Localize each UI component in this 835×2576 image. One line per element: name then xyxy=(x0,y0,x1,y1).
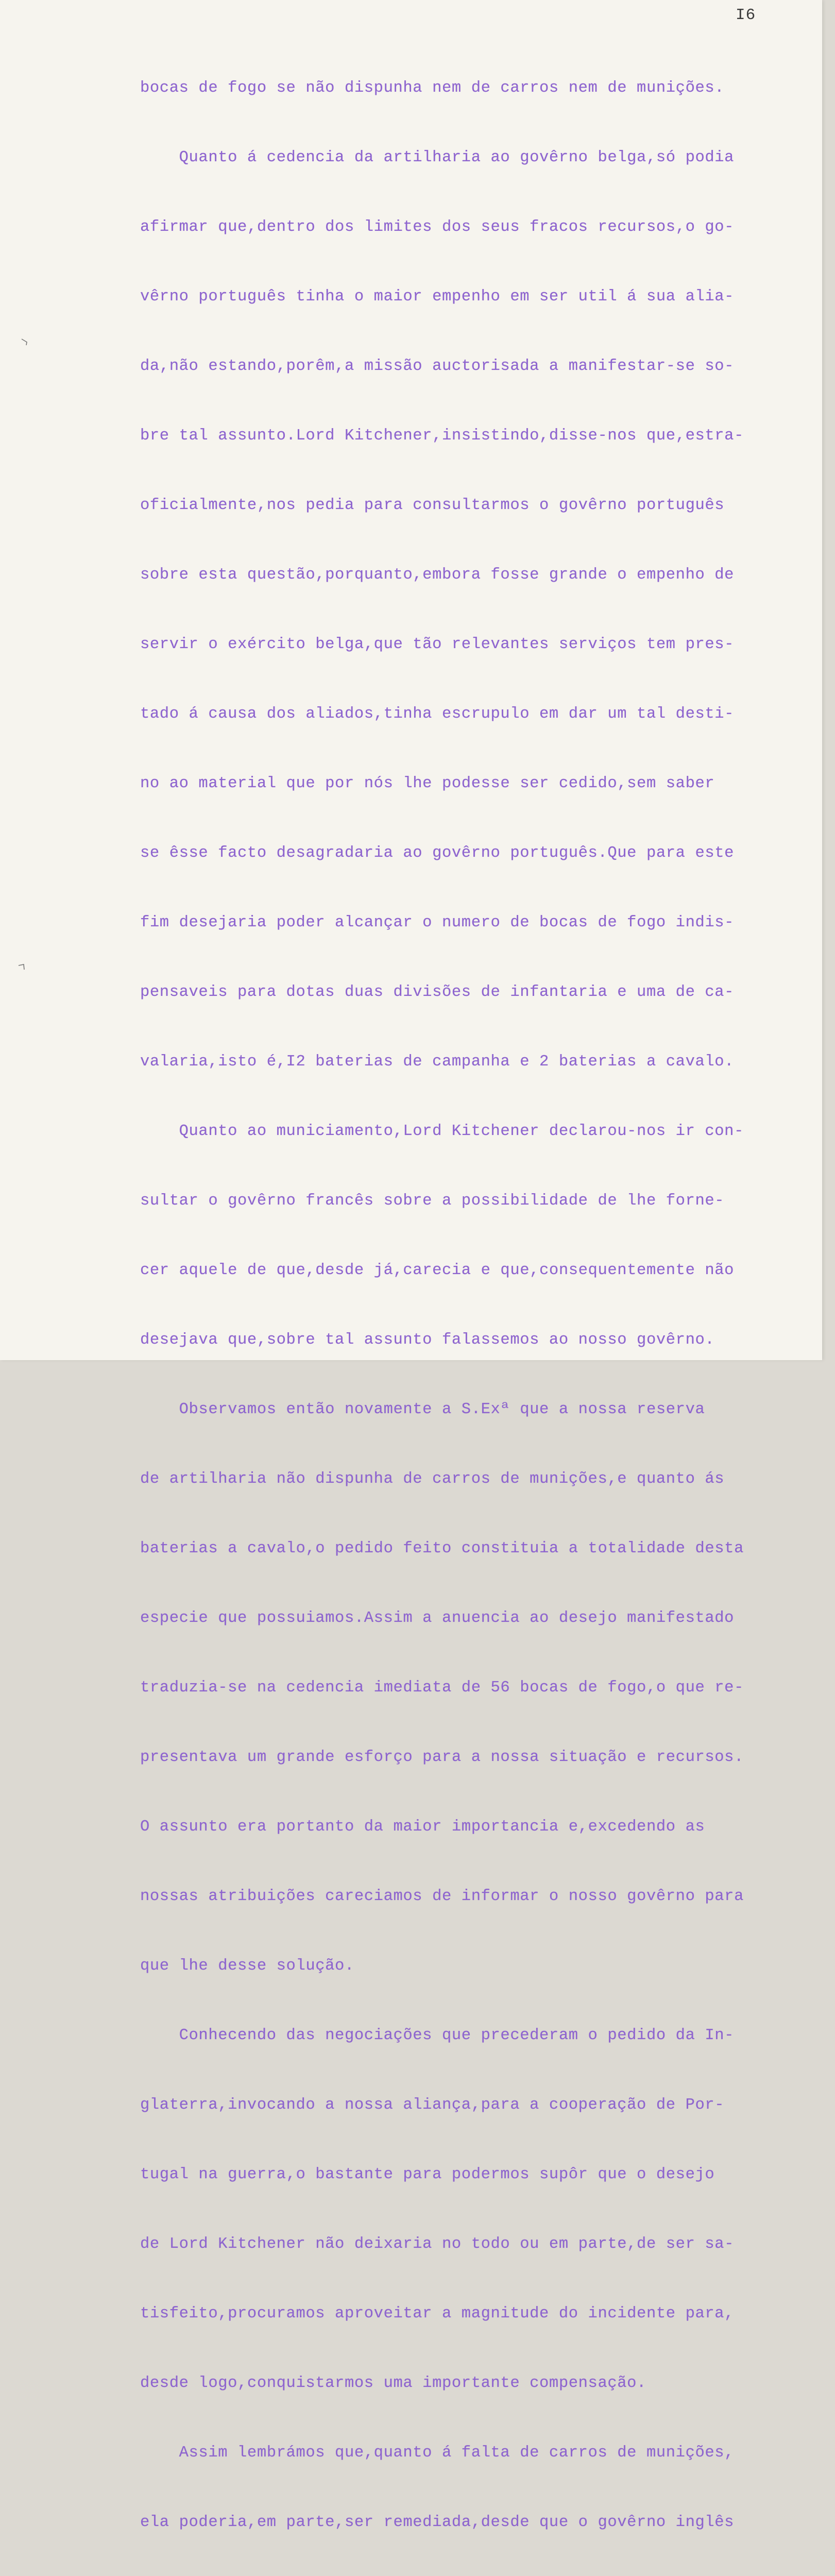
text-line: valaria,isto é,I2 baterias de campanha e 2 baterias a cavalo. xyxy=(140,1053,735,1071)
text-line: Observamos então novamente a S.Exª que a nossa reserva xyxy=(140,1401,705,1418)
text-line: vêrno português tinha o maior empenho em ser util á sua alia- xyxy=(140,288,735,306)
text-line: nossas atribuições careciamos de informar o nosso govêrno para xyxy=(140,1888,744,1905)
page-number: I6 xyxy=(736,6,756,24)
text-line: que lhe desse solução. xyxy=(140,1957,354,1975)
text-line: sultar o govêrno francês sobre a possibilidade de lhe forne- xyxy=(140,1192,725,1210)
text-line: ela poderia,em parte,ser remediada,desde que o govêrno inglês xyxy=(140,2514,735,2531)
text-line: traduzia-se na cedencia imediata de 56 bocas de fogo,o que re- xyxy=(140,1679,744,1697)
text-line: tisfeito,procuramos aproveitar a magnitude do incidente para, xyxy=(140,2305,735,2323)
text-line: Quanto á cedencia da artilharia ao govêrno belga,só podia xyxy=(140,149,735,166)
text-line: pensaveis para dotas duas divisões de infantaria e uma de ca- xyxy=(140,984,735,1001)
text-line: Assim lembrámos que,quanto á falta de carros de munições, xyxy=(140,2444,735,2462)
text-line xyxy=(140,2575,789,2576)
text-line: fim desejaria poder alcançar o numero de bocas de fogo indis- xyxy=(140,914,735,931)
text-line: Quanto ao municiamento,Lord Kitchener declarou-nos ir con- xyxy=(140,1123,744,1140)
text-line: tado á causa dos aliados,tinha escrupulo em dar um tal desti- xyxy=(140,705,735,723)
text-line: especie que possuiamos.Assim a anuencia ao desejo manifestado xyxy=(140,1609,735,1627)
text-line: oficialmente,nos pedia para consultarmos o govêrno português xyxy=(140,497,725,514)
text-line: sobre esta questão,porquanto,embora fosse grande o empenho de xyxy=(140,566,735,584)
text-line: se êsse facto desagradaria ao govêrno português.Que para este xyxy=(140,844,735,862)
text-line: afirmar que,dentro dos limites dos seus fracos recursos,o go- xyxy=(140,218,735,236)
text-line: no ao material que por nós lhe podesse ser cedido,sem saber xyxy=(140,775,715,792)
text-line: servir o exército belga,que tão relevantes serviços tem pres- xyxy=(140,636,735,653)
text-line: O assunto era portanto da maior importancia e,excedendo as xyxy=(140,1818,705,1836)
text-line: Conhecendo das negociações que precederam o pedido da In- xyxy=(140,2027,735,2044)
text-line: da,não estando,porêm,a missão auctorisada a manifestar-se so- xyxy=(140,358,735,375)
text-line: bre tal assunto.Lord Kitchener,insistindo,disse-nos que,estra- xyxy=(140,427,744,445)
text-line: de Lord Kitchener não deixaria no todo ou em parte,de ser sa- xyxy=(140,2235,735,2253)
typed-body-text xyxy=(140,36,789,2576)
text-line: desejava que,sobre tal assunto falassemos ao nosso govêrno. xyxy=(140,1331,715,1349)
margin-tick-icon xyxy=(21,337,30,347)
text-line: glaterra,invocando a nossa aliança,para a cooperação de Por- xyxy=(140,2096,725,2114)
text-line: desde logo,conquistarmos uma importante compensação. xyxy=(140,2375,646,2392)
text-line: presentava um grande esforço para a nossa situação e recursos. xyxy=(140,1749,744,1766)
text-line: cer aquele de que,desde já,carecia e que,consequentemente não xyxy=(140,1262,735,1279)
text-line: baterias a cavalo,o pedido feito constituia a totalidade desta xyxy=(140,1540,744,1557)
text-line: de artilharia não dispunha de carros de munições,e quanto ás xyxy=(140,1470,725,1488)
text-line: bocas de fogo se não dispunha nem de carros nem de munições. xyxy=(140,79,725,97)
margin-tick-icon xyxy=(18,962,27,972)
text-line: tugal na guerra,o bastante para podermos supôr que o desejo xyxy=(140,2166,715,2183)
